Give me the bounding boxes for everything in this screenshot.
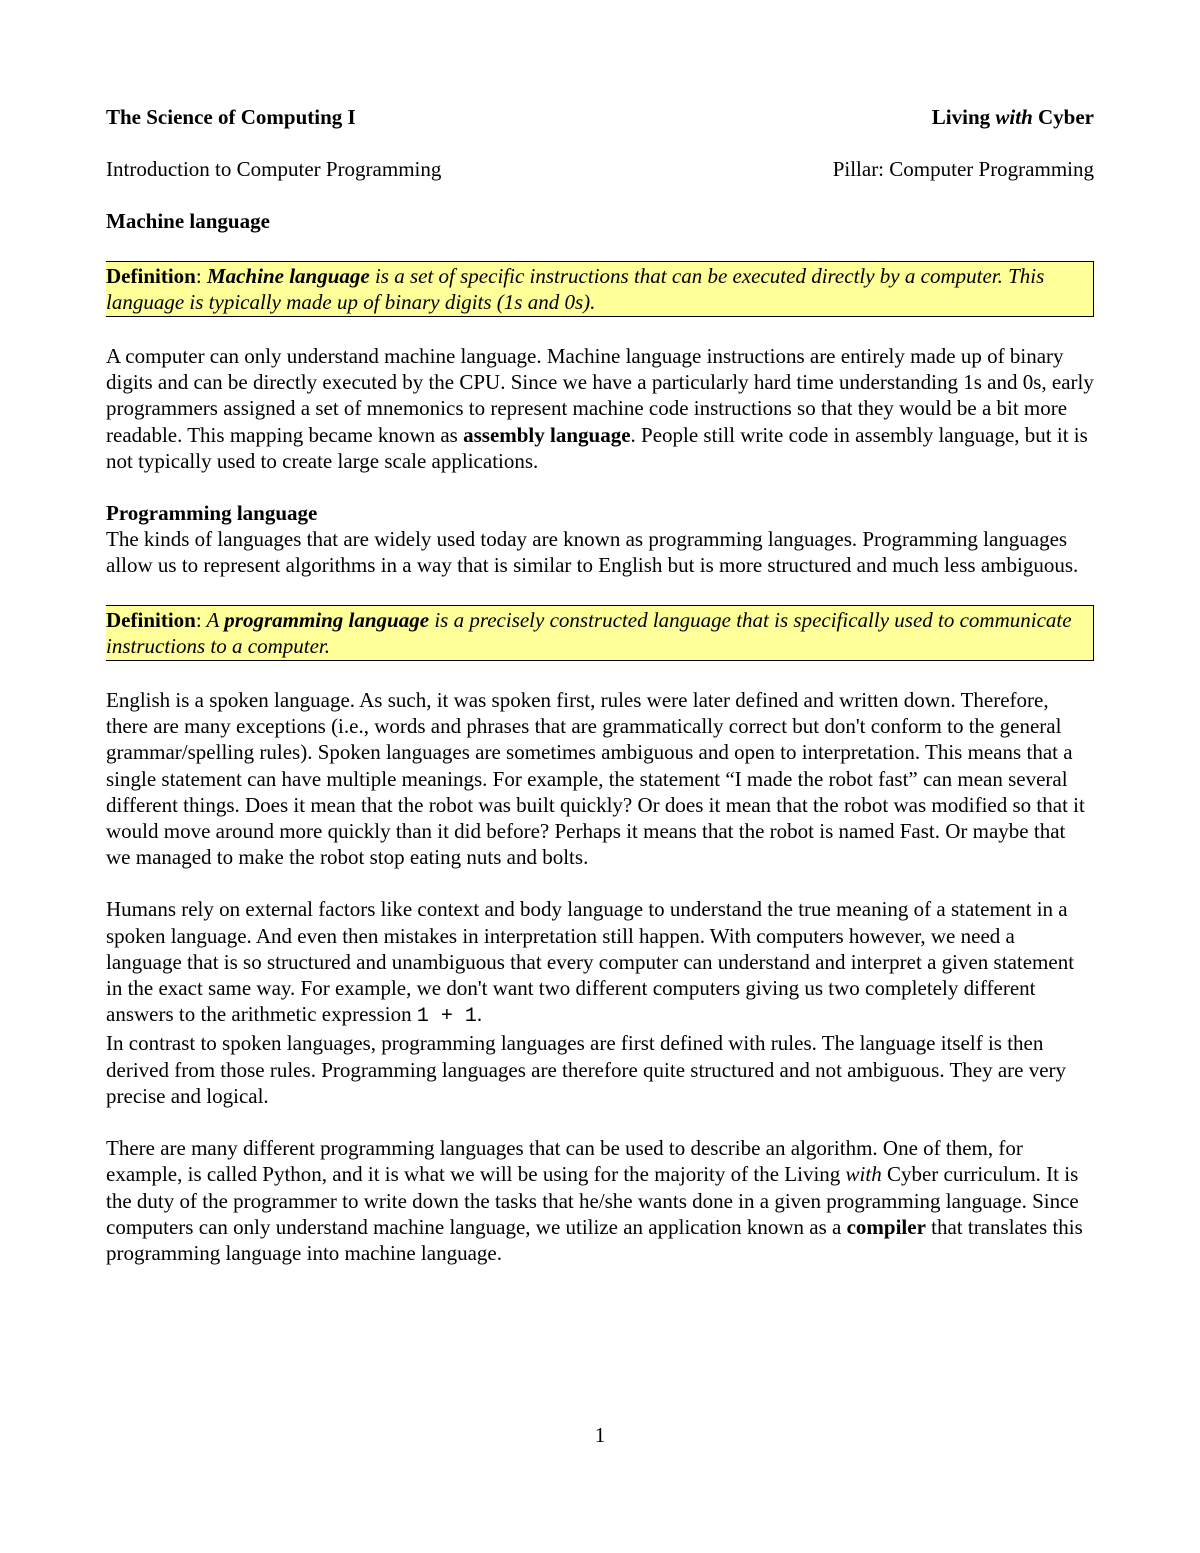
- para-text: There are many different programming languages that can be used to describe an algorithm. One of them, for example, is called Python, and it is what we will be using for the majority of the Living: [106, 1136, 1023, 1187]
- definition-term: Machine language: [206, 263, 370, 288]
- definition-text: is a precisely constructed language that is specifically used to communicate instructions to a computer.: [106, 607, 1072, 658]
- brand-post: Cyber: [1032, 105, 1094, 129]
- definition-colon: :: [195, 607, 202, 632]
- para-text-mid: Cyber curriculum. It is the duty of the programmer to write down the tasks that he/she wants done in a given programming language. Since computers can only understand machine language, we utilize an application known as a: [106, 1162, 1079, 1239]
- paragraph-machine-language: [106, 343, 1094, 474]
- definition-box-programming-language: [106, 605, 1094, 661]
- paragraph-contrast: In contrast to spoken languages, programming languages are first defined with rules. The language itself is then derived from those rules. Programming languages are therefore quite structured and not ambiguous. They are very precise and logical.: [106, 1031, 1067, 1108]
- para-text-end: that translates this programming language into machine language.: [106, 1214, 1083, 1265]
- para-text-end: . People still write code in assembly language, but it is not typically used to create large scale applications.: [106, 422, 1088, 473]
- definition-term: programming language: [224, 607, 430, 632]
- page-number: 1: [594, 1423, 606, 1447]
- definition-term-prefix: A: [201, 607, 225, 632]
- paragraph-context: [106, 896, 1094, 1030]
- definition-label: Definition: [106, 263, 196, 288]
- course-title: The Science of Computing I: [106, 105, 356, 129]
- definition-box-machine-language: [106, 261, 1094, 317]
- brand-italic: with: [995, 105, 1033, 129]
- definition-colon: :: [195, 263, 202, 288]
- section-title-machine-language: Machine language: [106, 209, 270, 234]
- paragraph-english-spoken: English is a spoken language. As such, it was spoken first, rules were later defined and written down. Therefore, there are many exceptions (i.e., words and phrases that are grammatically correct but don't conform to the general grammar/spelling rules). Spoken languages are sometimes ambiguous and open to interpretation. This means that a single statement can have multiple meanings. For example, the statement “I made the robot fast” can mean several different things. Does it mean that the robot was built quickly? Or does it mean that the robot was modified so that it would move around more quickly than it did before? Perhaps it means that the robot is named Fast. Or maybe that we managed to make the robot stop eating nuts and bolts.: [106, 688, 1085, 870]
- code-expression: 1 + 1: [416, 1005, 477, 1029]
- subheader-row: [106, 156, 1094, 182]
- pillar-label: Pillar: Computer Programming: [832, 157, 1094, 182]
- header-row: [106, 104, 1094, 130]
- section-title-programming-language: Programming language: [106, 501, 318, 526]
- document-page: [106, 104, 1094, 1292]
- para-bold-term: assembly language: [463, 422, 631, 447]
- paragraph-programming-language: The kinds of languages that are widely used today are known as programming languages. Programming languages allow us to represent algorithms in a way that is similar to English but is more structured and much less ambiguous.: [106, 527, 1079, 578]
- paragraph-python: [106, 1135, 1094, 1266]
- para-text: A computer can only understand machine language. Machine language instructions are entirely made up of binary digits and can be directly executed by the CPU. Since we have a particularly hard time understanding 1s and 0s, early programmers assigned a set of mnemonics to represent machine code instructions so that they would be a bit more readable. This mapping became known as: [106, 344, 1094, 447]
- para-text: Humans rely on external factors like context and body language to understand the true meaning of a statement in a spoken language. And even then mistakes in interpretation still happen. With computers however, we need a language that is so structured and unambiguous that every computer can understand and interpret a given statement in the exact same way. For example, we don't want two different computers giving us two completely different answers to the arithmetic expression: [106, 897, 1075, 1027]
- brand-pre: Living: [931, 105, 996, 129]
- para-italic: with: [845, 1162, 882, 1187]
- definition-text: is a set of specific instructions that can be executed directly by a computer. This language is typically made up of binary digits (1s and 0s).: [106, 263, 1045, 314]
- lesson-title: Introduction to Computer Programming: [106, 157, 442, 182]
- definition-label: Definition: [106, 607, 196, 632]
- para-text-end: .: [476, 1002, 483, 1027]
- para-bold-term: compiler: [846, 1214, 926, 1239]
- brand-title: [932, 104, 1094, 130]
